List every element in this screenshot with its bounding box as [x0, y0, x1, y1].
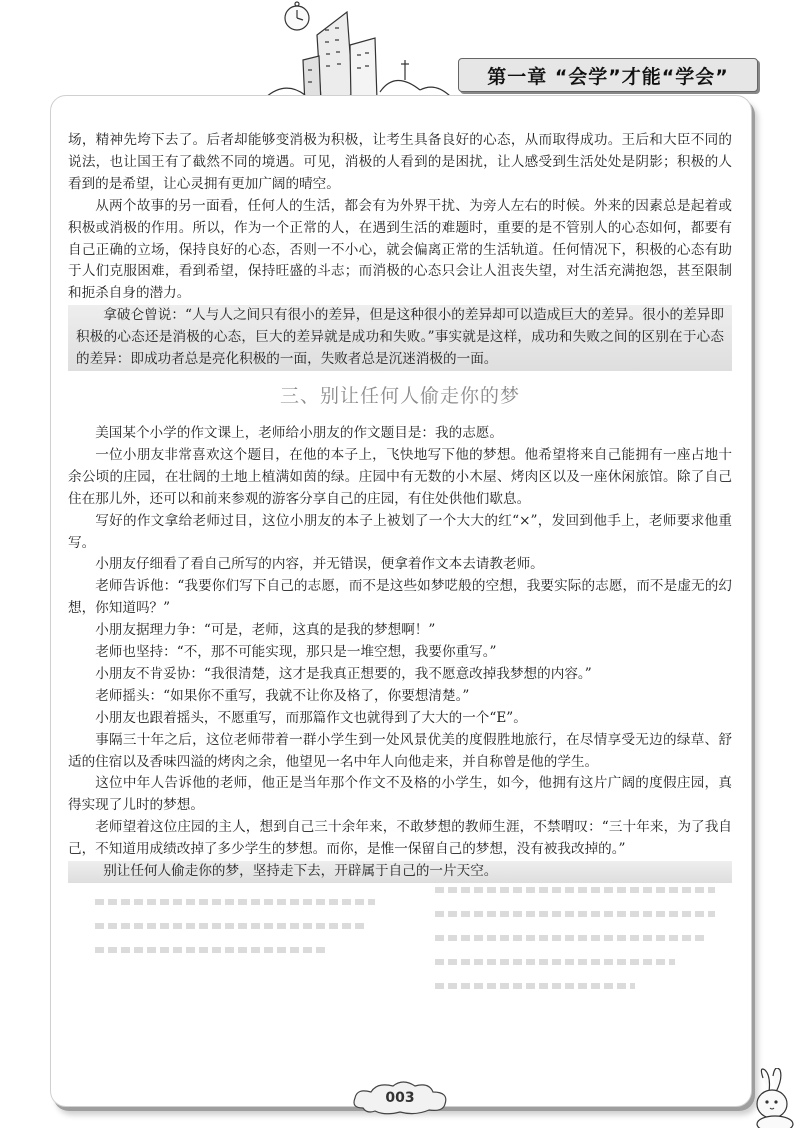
quote-paragraph: 拿破仑曾说：“人与人之间只有很小的差异，但是这种很小的差异却可以造成巨大的差异。很小的差异即积极的心态还是消极的心态，巨大的差异就是成功和失败。”事实就是这样，成功和失败之间的区别在于心态的差异：即成功者总是亮化积极的一面，失败者总是沉迷消极的一面。 — [68, 305, 732, 371]
paragraph: 场，精神先垮下去了。后者却能够变消极为积极，让考生具备良好的心态，从而取得成功。王后和大臣不同的说法，也让国王有了截然不同的境遇。可见，消极的人看到的是困扰，让人感受到生活处处是阴影；积极的人看到的是希望，让心灵拥有更加广阔的晴空。 — [68, 132, 732, 192]
paragraph: 美国某个小学的作文课上，老师给小朋友的作文题目是：我的志愿。 — [95, 424, 503, 441]
paragraph: 老师也坚持：“不，那不可能实现，那只是一堆空想，我要你重写。” — [95, 644, 497, 661]
closing-paragraph: 别让任何人偷走你的梦，坚持走下去，开辟属于自己的一片天空。 — [68, 861, 732, 883]
chapter-title: 第一章 “会学”才能“学会” — [458, 58, 758, 92]
paragraph: 一位小朋友非常喜欢这个题目，在他的本子上，飞快地写下他的梦想。他希望将来自己能拥有一座占地十余公顷的庄园，在壮阔的土地上植满如茵的绿。庄园中有无数的小木屋、烤肉区以及一座休闲旅馆。除了自己住在那儿外，还可以和前来参观的游客分享自己的庄园，有住处供他们歇息。 — [68, 446, 732, 507]
page-number: 003 — [385, 1090, 415, 1106]
section-title: 三、别让任何人偷走你的梦 — [279, 384, 520, 407]
paragraph: 小朋友仔细看了看自己所写的内容，并无错误，便拿着作文本去请教老师。 — [95, 556, 544, 573]
paragraph: 事隔三十年之后，这位老师带着一群小学生到一处风景优美的度假胜地旅行，在尽情享受无边的绿草、舒适的住宿以及香味四溢的烤肉之余，他望见一名中年人向他走来，并自称曾是他的学生。 — [68, 731, 732, 770]
paragraph: 小朋友不肯妥协：“我很清楚，这才是我真正想要的，我不愿意改掉我梦想的内容。” — [95, 665, 592, 682]
bleed-through-texture — [75, 868, 725, 998]
rabbit-icon — [745, 1068, 795, 1128]
paragraph: 小朋友也跟着摇头，不愿重写，而那篇作文也就得到了大大的一个“E”。 — [95, 709, 527, 726]
paragraph: 老师摇头：“如果你不重写，我就不让你及格了，你要想清楚。” — [95, 687, 470, 704]
page-number-badge — [345, 1078, 455, 1118]
paragraph: 老师告诉他：“我要你们写下自己的志愿，而不是这些如梦呓般的空想，我要实际的志愿，而不是虚无的幻想，你知道吗？” — [68, 578, 732, 617]
paragraph: 小朋友据理力争：“可是，老师，这真的是我的梦想啊！” — [95, 622, 436, 639]
article-body — [68, 130, 732, 883]
paragraph: 老师望着这位庄园的主人，想到自己三十余年来，不敢梦想的教师生涯，不禁喟叹：“三十年来，为了我自己，不知道用成绩改掉了多少学生的梦想。而你，是惟一保留自己的梦想，没有被我改掉的。” — [68, 819, 732, 858]
paragraph: 从两个故事的另一面看，任何人的生活，都会有为外界干扰、为旁人左右的时候。外来的因素总是起着或积极或消极的作用。所以，作为一个正常的人，在遇到生活的难题时，重要的是不管别人的心态如何，都要有自己正确的立场，保持良好的心态，否则一不小心，就会偏离正常的生活轨道。任何情况下，积极的心态有助于人们克服困难，看到希望，保持旺盛的斗志；而消极的心态只会让人沮丧失望，对生活充满抱怨，甚至限制和扼杀自身的潜力。 — [68, 197, 732, 302]
paragraph: 写好的作文拿给老师过目，这位小朋友的本子上被划了一个大大的红“×”，发回到他手上，老师要求他重写。 — [68, 512, 732, 551]
paragraph: 这位中年人告诉他的老师，他正是当年那个作文不及格的小学生，如今，他拥有这片广阔的度假庄园，真得实现了儿时的梦想。 — [68, 775, 732, 814]
